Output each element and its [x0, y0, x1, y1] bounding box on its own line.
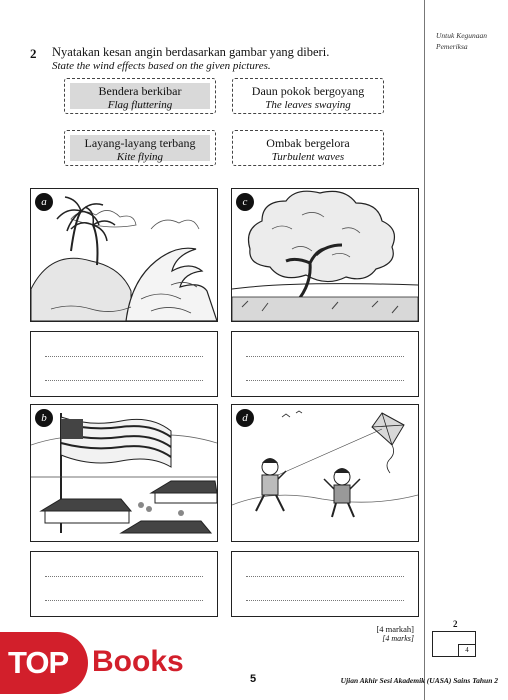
option-label-en: Flag fluttering: [107, 99, 173, 111]
answer-line: [246, 576, 404, 577]
swaying-tree-picture: [232, 189, 418, 321]
answer-line: [246, 380, 404, 381]
answer-line: [246, 600, 404, 601]
panel-b: [30, 404, 218, 542]
panel-label: d: [236, 409, 254, 427]
option-flag-fluttering: [64, 78, 216, 114]
examiner-note: Untuk Kegunaan Pemeriksa: [436, 31, 488, 51]
panel-label: a: [35, 193, 53, 211]
score-question-number: 2: [453, 619, 458, 629]
option-label-en: Kite flying: [116, 151, 164, 163]
panel-label: b: [35, 409, 53, 427]
option-turbulent-waves: [232, 130, 384, 166]
kite-children-picture: [232, 405, 418, 541]
answer-line: [45, 380, 203, 381]
answer-box-a[interactable]: [30, 331, 218, 397]
panel-label: c: [236, 193, 254, 211]
topbooks-logo: [0, 632, 190, 700]
question-text-ms: Nyatakan kesan angin berdasarkan gambar yang diberi.: [52, 45, 330, 59]
panel-d: [231, 404, 419, 542]
option-label-ms: Bendera berkibar: [98, 84, 182, 98]
answer-line: [45, 576, 203, 577]
score-total: 4: [458, 644, 475, 656]
footer-text: Ujian Akhir Sesi Akademik (UASA) Sains Tahun 2: [340, 676, 498, 685]
panel-a: [30, 188, 218, 322]
option-label-en: The leaves swaying: [265, 99, 351, 111]
option-label-ms: Ombak bergelora: [266, 136, 350, 150]
answer-box-b[interactable]: [30, 551, 218, 617]
panel-c: [231, 188, 419, 322]
waves-palm-trees-picture: [31, 189, 217, 321]
answer-line: [246, 356, 404, 357]
option-label-ms: Layang-layang terbang: [84, 136, 196, 150]
answer-box-d[interactable]: [231, 551, 419, 617]
marks-en: [4 marks]: [382, 634, 414, 643]
option-label-en: Turbulent waves: [271, 151, 345, 163]
flag-houses-picture: [31, 405, 217, 541]
logo-books-text: Books: [92, 645, 184, 678]
marks-ms: [4 markah]: [376, 624, 414, 634]
marks-info: [376, 624, 414, 644]
page-number: 5: [250, 673, 257, 685]
score-box: [432, 631, 476, 657]
option-label-ms: Daun pokok bergoyang: [251, 84, 365, 98]
question-number: 2: [30, 46, 37, 61]
answer-box-c[interactable]: [231, 331, 419, 397]
option-leaves-swaying: [232, 78, 384, 114]
question-text-en: State the wind effects based on the given pictures.: [52, 60, 271, 72]
answer-line: [45, 600, 203, 601]
answer-line: [45, 356, 203, 357]
option-kite-flying: [64, 130, 216, 166]
examiner-margin-line: [424, 0, 425, 700]
logo-top-text: TOP: [0, 632, 88, 694]
